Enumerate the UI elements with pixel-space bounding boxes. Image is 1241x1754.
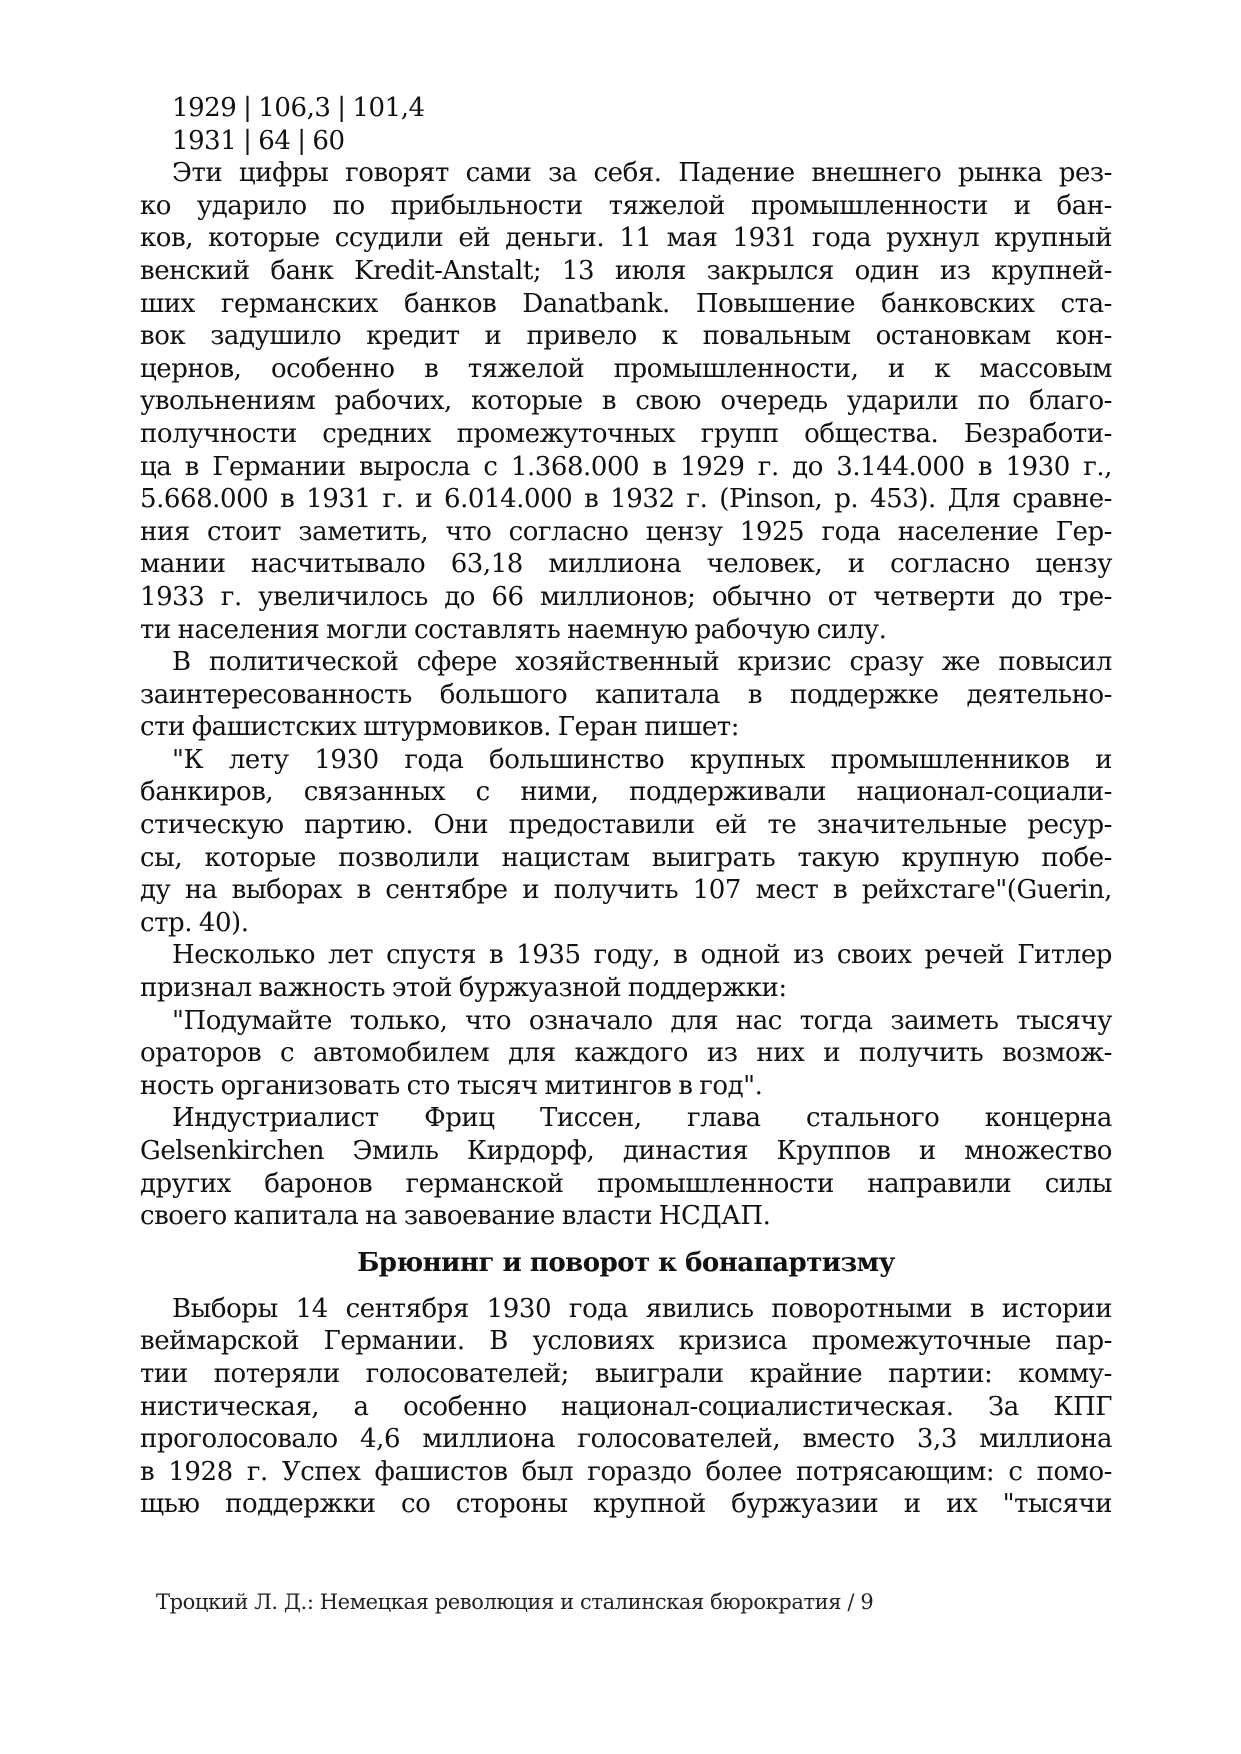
text-line: ния стоит заметить, что согласно цензу 1925 года население Гер- xyxy=(140,516,1112,547)
text-line: банкиров, связанных с ними, поддерживали национал-социали- xyxy=(140,777,1112,808)
paragraph-political-sphere xyxy=(140,646,1112,744)
quote-hitler xyxy=(140,1005,1112,1103)
text-line: заинтересованность большого капитала в поддержке деятельно- xyxy=(140,679,1112,710)
text-line: ти населения могли составлять наемную рабочую силу. xyxy=(140,614,887,645)
text-line: нистическая, а особенно национал-социалистическая. За КПГ xyxy=(140,1391,1112,1422)
text-line: своего капитала на завоевание власти НСДАП. xyxy=(140,1201,771,1232)
text-line: венский банк Kredit-Anstalt; 13 июля закрылся один из крупней- xyxy=(140,255,1112,286)
text-line: цернов, особенно в тяжелой промышленности, и к массовым xyxy=(140,353,1112,384)
text-line: ду на выборах в сентябре и получить 107 мест в рейхстаге"(Guerin, xyxy=(140,875,1112,906)
text-line: ца в Германии выросла с 1.368.000 в 1929 г. до 3.144.000 в 1930 г., xyxy=(140,451,1112,482)
text-line: вок задушило кредит и привело к повальным остановкам кон- xyxy=(140,321,1112,352)
text-line: Выборы 14 сентября 1930 года явились поворотными в истории xyxy=(172,1293,1112,1324)
text-line: Эти цифры говорят сами за себя. Падение внешнего рынка рез- xyxy=(172,158,1112,189)
text-line: Несколько лет спустя в 1935 году, в одной из своих речей Гитлер xyxy=(172,940,1112,971)
text-line: проголосовало 4,6 миллиона голосователей, вместо 3,3 миллиона xyxy=(140,1424,1112,1455)
text-line: ков, которые ссудили ей деньги. 11 мая 1931 года рухнул крупный xyxy=(140,223,1112,254)
text-line: Индустриалист Фриц Тиссен, глава стального концерна xyxy=(172,1103,1112,1134)
paragraph-economic-crisis xyxy=(140,157,1112,646)
paragraph-elections-1930 xyxy=(140,1293,1112,1521)
quote-guerin xyxy=(140,744,1112,940)
text-line: "Подумайте только, что означало для нас тогда заиметь тысячу xyxy=(172,1005,1112,1036)
text-line: сы, которые позволили нацистам выиграть такую крупную побе- xyxy=(140,842,1112,873)
text-line: получности средних промежуточных групп общества. Безработи- xyxy=(140,418,1112,449)
text-line: веймарской Германии. В условиях кризиса промежуточные пар- xyxy=(140,1326,1112,1357)
text-line: сти фашистских штурмовиков. Геран пишет: xyxy=(140,712,740,743)
text-line: стр. 40). xyxy=(140,907,249,938)
text-line: других баронов германской промышленности направили силы xyxy=(140,1168,1112,1199)
section-heading: Брюнинг и поворот к бонапартизму xyxy=(357,1247,895,1278)
text-line: стическую партию. Они предоставили ей те значительные ресур- xyxy=(140,810,1112,841)
text-line: мании насчитывало 63,18 миллиона человек, и согласно цензу xyxy=(140,549,1112,580)
text-line: ших германских банков Danatbank. Повышение банковских ста- xyxy=(140,288,1112,319)
text-line: щью поддержки со стороны крупной буржуазии и их "тысячи xyxy=(140,1489,1112,1520)
page-footer: Троцкий Л. Д.: Немецкая революция и сталинская бюрократия / 9 xyxy=(156,1590,874,1614)
paragraph-industrialists xyxy=(140,1102,1112,1232)
page-body xyxy=(140,92,1112,1521)
table-row: 1929 | 106,3 | 101,4 xyxy=(172,93,425,123)
text-line: Gelsenkirchen Эмиль Кирдорф, династия Круппов и множество xyxy=(140,1136,1112,1166)
paragraph-hitler-speech xyxy=(140,939,1112,1004)
text-line: ко ударило по прибыльности тяжелой промышленности и бан- xyxy=(140,190,1112,221)
text-line: 1933 г. увеличилось до 66 миллионов; обычно от четверти до тре- xyxy=(140,581,1112,612)
text-line: 5.668.000 в 1931 г. и 6.014.000 в 1932 г. (Pinson, p. 453). Для сравне- xyxy=(140,484,1112,515)
text-line: тии потеряли голосователей; выиграли крайние партии: комму- xyxy=(140,1358,1112,1389)
text-line: "К лету 1930 года большинство крупных промышленников и xyxy=(172,744,1112,775)
text-line: ораторов с автомобилем для каждого из них и получить возмож- xyxy=(140,1038,1112,1069)
table-row: 1931 | 64 | 60 xyxy=(172,125,345,156)
text-line: увольнениям рабочих, которые в свою очередь ударили по благо- xyxy=(140,386,1112,417)
text-line: В политической сфере хозяйственный кризис сразу же повысил xyxy=(172,647,1112,678)
stats-table xyxy=(140,92,1112,157)
text-line: в 1928 г. Успех фашистов был гораздо более потрясающим: с помо- xyxy=(140,1456,1112,1487)
text-line: ность организовать сто тысяч митингов в год". xyxy=(140,1070,763,1101)
text-line: признал важность этой буржуазной поддержки: xyxy=(140,973,787,1004)
